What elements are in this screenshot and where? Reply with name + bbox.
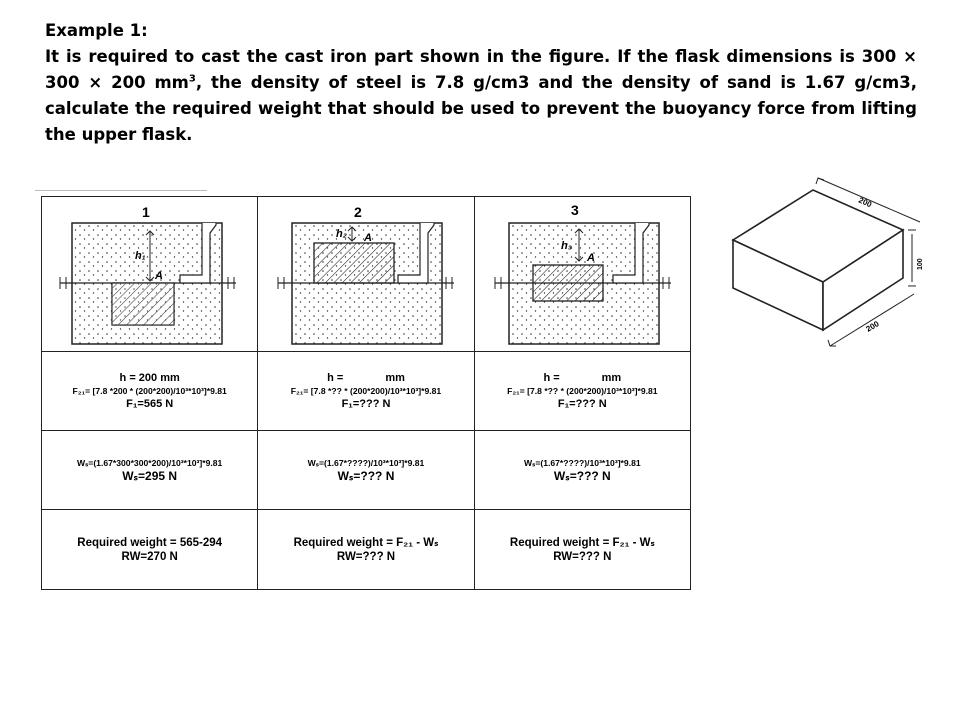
problem-text (45, 44, 917, 148)
divider-line (35, 190, 207, 191)
case-3-required-cell (474, 510, 690, 590)
side-dimension-label: 200 (864, 319, 881, 334)
case-2-a-label: A (364, 232, 373, 244)
case-1-sketch-cell (42, 197, 258, 352)
case-2-fb-formula: F₂₁= [7.8 *?? * (200*200)/10³*10³]*9.81 (290, 385, 442, 396)
required-weight-row (42, 510, 691, 590)
case-3-a-label: A (586, 252, 595, 264)
top-dimension-label: 200 (857, 195, 874, 210)
case-2-rw-line: RW=??? N (336, 550, 396, 563)
problem-statement (45, 18, 917, 148)
case-3-required-line: Required weight = F₂₁ - Wₛ (509, 536, 655, 549)
case-1-f-result: F₁=565 N (126, 397, 174, 410)
case-3-h-line (475, 372, 690, 385)
case-1-h-label: h₁ (135, 250, 146, 262)
case-1-casting-cavity (112, 283, 174, 325)
case-2-number: 2 (354, 204, 363, 220)
case-3-ws-result: Wₛ=??? N (553, 468, 611, 483)
case-1-number: 1 (142, 204, 150, 220)
case-3-number: 3 (570, 202, 579, 218)
example-heading: Example 1: (45, 21, 148, 40)
problem-text-sup: 3 (188, 73, 196, 85)
case-2-casting (314, 243, 394, 283)
case-2-ws-result: Wₛ=??? N (337, 468, 395, 483)
case-1-a-label: A (155, 270, 163, 282)
case-3-h-left: h = (543, 371, 560, 384)
case-1-h-line: h = 200 mm (119, 371, 180, 384)
top-dimension-arrow (816, 178, 824, 184)
case-3-f-result: F₁=??? N (557, 397, 607, 410)
case-1-fb-formula: F₂₁= [7.8 *200 * (200*200)/10³*10³]*9.81 (72, 385, 227, 396)
case-3-casting (533, 265, 603, 301)
case-2-mold-sketch (258, 197, 474, 351)
case-1-rw-line: RW=270 N (121, 550, 178, 563)
sketch-row (42, 197, 691, 352)
case-3-buoyancy-cell (474, 352, 690, 431)
problem-text-a: It is required to cast the cast iron part shown in the figure. If the flask dimensions is 300 × 300 × 200 mm (45, 47, 917, 92)
cast-part-isometric (718, 170, 943, 380)
case-1-ws-result: Wₛ=295 N (122, 468, 178, 483)
case-2-buoyancy-cell (258, 352, 474, 431)
case-3-rw-line: RW=??? N (553, 550, 612, 563)
problem-text-b: , the density of steel is 7.8 g/cm3 and the density of sand is 1.67 g/cm3, calculate the required weight that should be used to prevent the buoyancy force from lifting the upper flask. (45, 73, 917, 144)
height-dimension-label: 100 (917, 258, 924, 270)
case-2-h-left: h = (327, 371, 344, 384)
case-2-ws-formula: Wₛ=(1.67*????)/10³*10³]*9.81 (307, 457, 425, 468)
case-2-sketch-cell (258, 197, 474, 352)
case-1-sand-cell (42, 431, 258, 510)
case-3-fb-formula: F₂₁= [7.8 *?? * (200*200)/10³*10³]*9.81 (507, 385, 658, 396)
case-1-mold-sketch (42, 197, 258, 351)
case-2-sand-cell (258, 431, 474, 510)
case-3-sand-cell (474, 431, 690, 510)
cases-table (41, 196, 691, 590)
case-3-ws-formula: Wₛ=(1.67*????)/10³*10³]*9.81 (524, 457, 641, 468)
case-3-sketch-cell (474, 197, 690, 352)
case-2-h-right: mm (385, 371, 405, 384)
buoyancy-row (42, 352, 691, 431)
case-2-required-cell (258, 510, 474, 590)
case-2-h-line (258, 372, 473, 385)
case-3-mold-sketch (475, 197, 691, 351)
case-2-h-label: h₂ (336, 228, 348, 240)
case-2-f-result: F₁=??? N (341, 397, 391, 410)
case-1-ws-formula: Wₛ=(1.67*300*300*200)/10³*10³]*9.81 (76, 457, 223, 468)
case-1-buoyancy-cell (42, 352, 258, 431)
case-1-required-cell (42, 510, 258, 590)
case-1-required-line: Required weight = 565-294 (77, 536, 223, 549)
case-2-required-line: Required weight = F₂₁ - Wₛ (293, 536, 439, 549)
sand-weight-row (42, 431, 691, 510)
case-3-h-label: h₃ (560, 240, 572, 252)
case-3-h-right: mm (601, 371, 622, 384)
